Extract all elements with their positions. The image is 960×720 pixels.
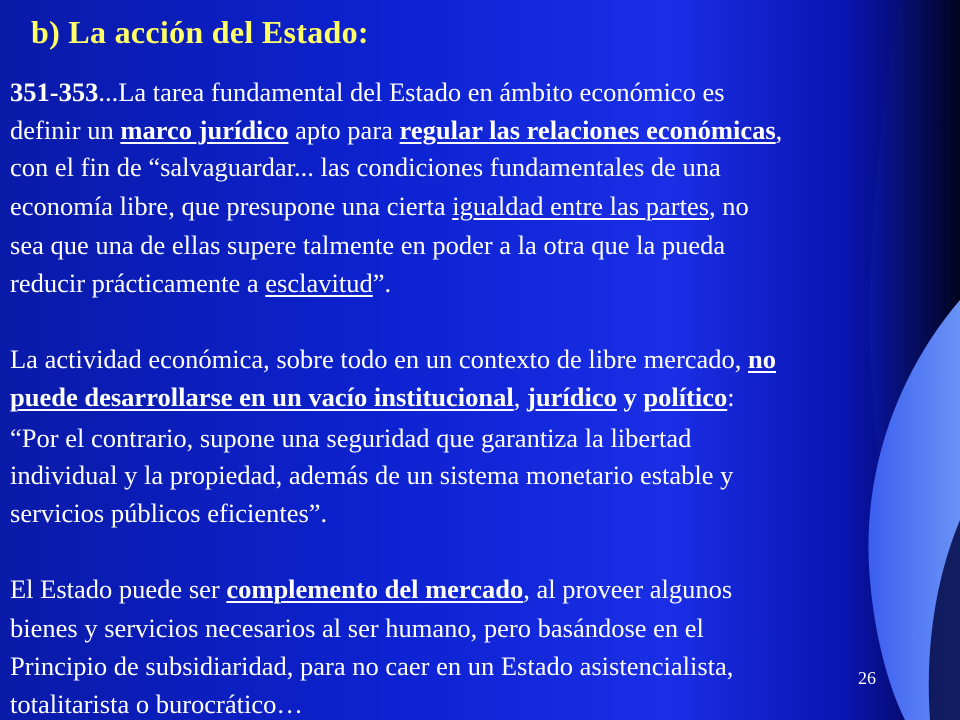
paragraph-2-line-5: servicios públicos eficientes”. [10, 498, 328, 528]
emphasis-regular-relaciones: regular las relaciones económicas [399, 115, 776, 145]
emphasis-no: no [748, 344, 777, 374]
emphasis-esclavitud: esclavitud [265, 268, 373, 298]
emphasis-vacio-institucional: puede desarrollarse en un vacío institucional [10, 382, 514, 412]
paragraph-1-line-4 [10, 190, 749, 222]
emphasis-complemento-mercado: complemento del mercado [226, 574, 524, 604]
text-run: , al proveer algunos [523, 574, 733, 604]
paragraph-2-line-1 [10, 343, 776, 375]
text-run: ...La tarea fundamental del Estado en ámbito económico es [98, 77, 725, 107]
paragraph-1-line-1 [10, 76, 725, 108]
paragraph-1-line-5: sea que una de ellas supere talmente en poder a la otra que la pueda [10, 230, 726, 260]
paragraph-3-line-1 [10, 573, 732, 605]
emphasis-juridico: jurídico [527, 382, 617, 412]
text-run: , no [709, 191, 749, 221]
text-run: ”. [372, 268, 392, 298]
page-number: 26 [858, 668, 876, 688]
emphasis-igualdad: igualdad entre las partes [452, 191, 710, 221]
citation-number: 351-353 [10, 77, 99, 107]
emphasis-politico: político [643, 382, 728, 412]
paragraph-1-line-3: con el fin de “salvaguardar... las condiciones fundamentales de una [10, 152, 721, 182]
text-run: y [616, 382, 644, 412]
text-run: : [727, 382, 735, 412]
text-run: , [513, 382, 528, 412]
paragraph-2-line-3: “Por el contrario, supone una seguridad que garantiza la libertad [10, 423, 692, 453]
text-run: apto para [288, 115, 400, 145]
text-run: La actividad económica, sobre todo en un contexto de libre mercado, [10, 344, 749, 374]
text-run: , [775, 115, 783, 145]
paragraph-2-line-4: individual y la propiedad, además de un sistema monetario estable y [10, 460, 734, 490]
text-run: El Estado puede ser [10, 574, 227, 604]
paragraph-1-line-6 [10, 267, 391, 299]
slide-title: b) La acción del Estado: [31, 14, 369, 50]
paragraph-1-line-2 [10, 114, 782, 146]
text-run: economía libre, que presupone una cierta [10, 191, 453, 221]
text-run: definir un [10, 115, 121, 145]
emphasis-marco-juridico: marco jurídico [120, 115, 289, 145]
paragraph-3-line-2: bienes y servicios necesarios al ser humano, pero basándose en el [10, 613, 704, 643]
paragraph-2-line-2 [10, 381, 735, 413]
text-run: reducir prácticamente a [10, 268, 266, 298]
paragraph-3-line-4: totalitarista o burocrático… [10, 689, 303, 719]
paragraph-3-line-3: Principio de subsidiaridad, para no caer en un Estado asistencialista, [10, 651, 734, 681]
